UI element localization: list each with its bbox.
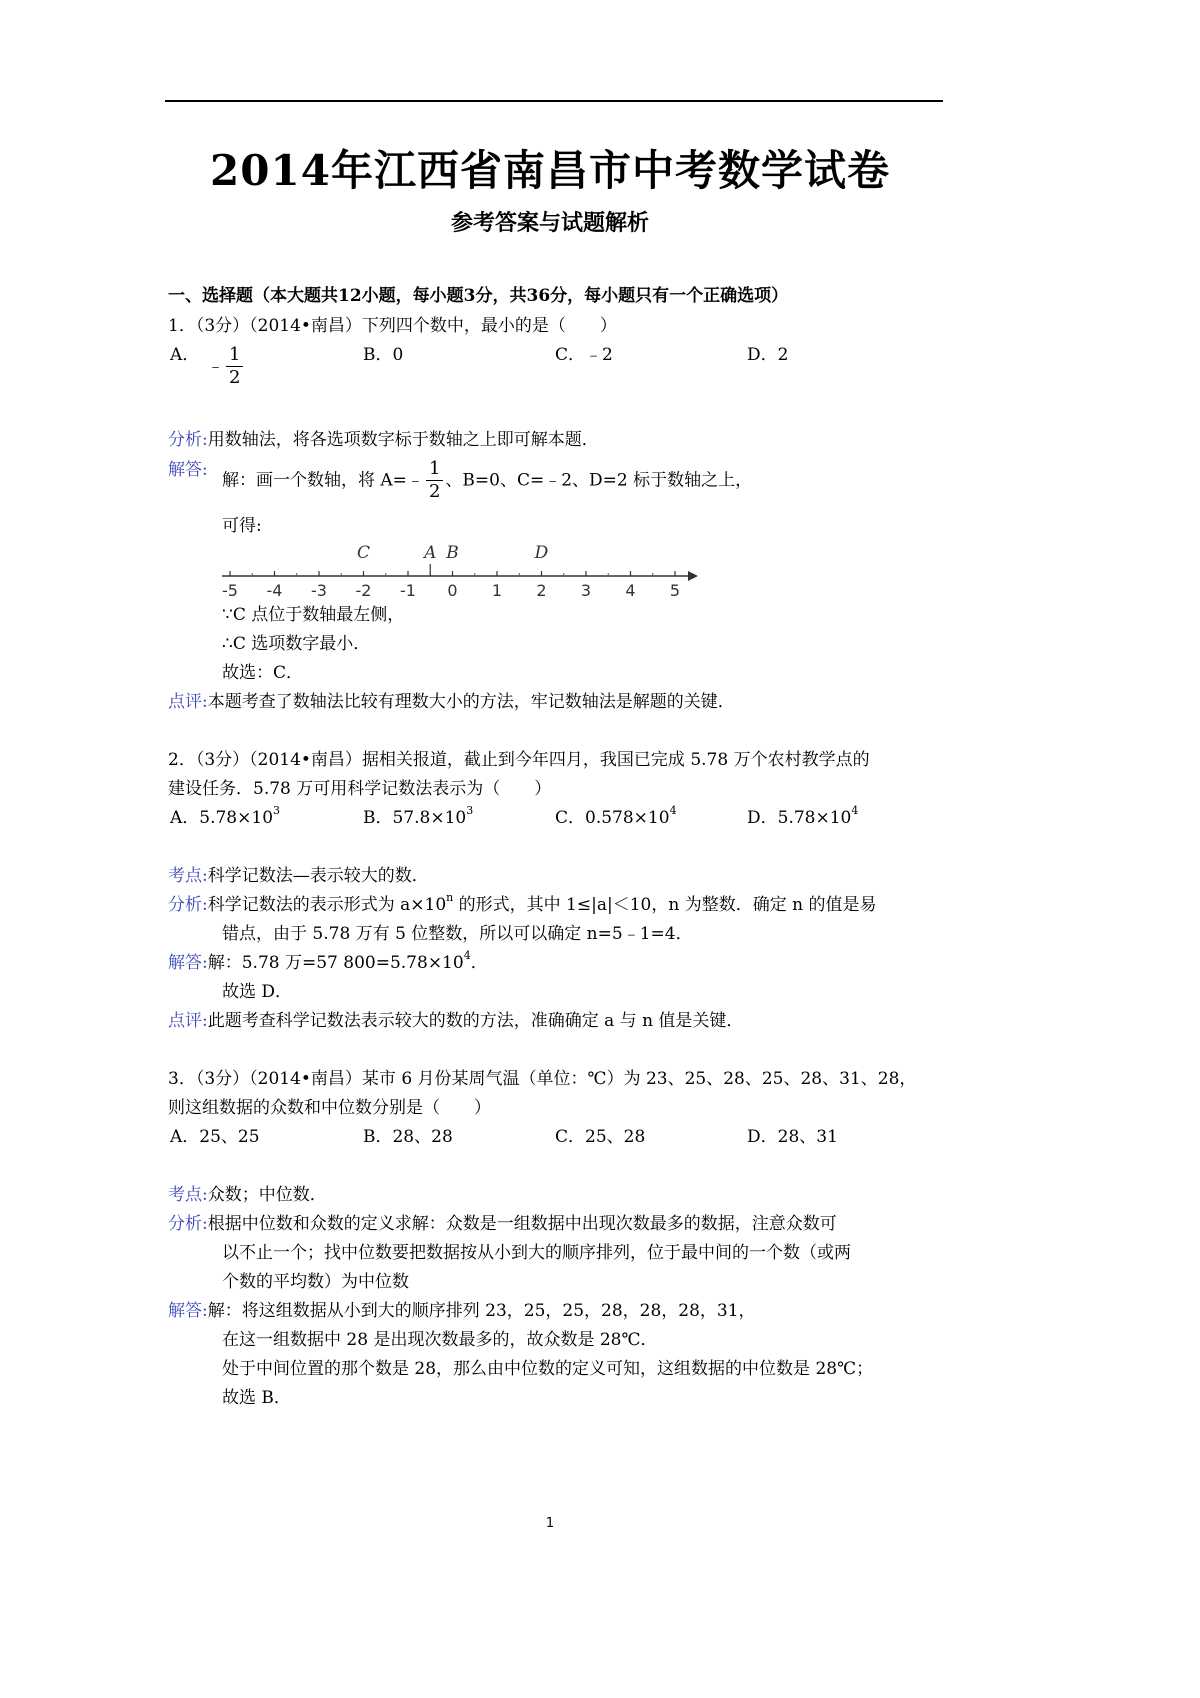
q1-option-a-value — [207, 344, 245, 389]
q2-option-c — [555, 806, 677, 830]
q2-answer: 故选 D． — [222, 982, 293, 1002]
q2-option-c-base: C．0.578×10 — [555, 808, 670, 828]
solution-label: 解答: — [168, 953, 208, 973]
q1-option-a — [170, 343, 199, 367]
q2-solution — [168, 951, 488, 975]
q1-stem: 1．（3分）（2014•南昌）下列四个数中，最小的是（ ） — [168, 316, 617, 336]
q3-kaodian — [168, 1183, 327, 1207]
number-line-tick-label: -3 — [311, 581, 327, 600]
q1-analysis — [168, 428, 599, 452]
number-line-tick-label: 0 — [447, 581, 458, 600]
q1-solution-label — [168, 458, 208, 482]
q2-solution-post: ． — [470, 953, 488, 973]
q1-kede: 可得: — [222, 516, 262, 536]
number-line-tick-label: -5 — [222, 581, 238, 600]
solution-label: 解答: — [168, 1301, 208, 1321]
page-number: 1 — [545, 1516, 555, 1531]
number-line-tick-label: -2 — [355, 581, 372, 600]
q2-option-d-base: D．5.78×10 — [747, 808, 852, 828]
q3-analysis-line-3: 个数的平均数）为中位数 — [222, 1272, 409, 1292]
q3-kaodian-text: 众数；中位数． — [207, 1185, 327, 1205]
number-line-tick-label: 2 — [536, 581, 547, 600]
q1-option-a-prefix: A． — [170, 345, 200, 365]
analysis-label: 分析: — [168, 895, 208, 915]
q3-option-c: C．25、28 — [555, 1127, 646, 1147]
q1-solution-fraction — [426, 458, 443, 503]
number-line-tick-label: -1 — [400, 581, 416, 600]
q3-analysis-text-1: 根据中位数和众数的定义求解：众数是一组数据中出现次数最多的数据，注意众数可 — [207, 1214, 837, 1234]
number-line-arrow-icon — [688, 571, 698, 581]
q2-option-d — [747, 806, 858, 830]
q3-stem-line-2: 则这组数据的众数和中位数分别是（ ） — [168, 1098, 491, 1118]
q1-option-a-fraction — [226, 344, 243, 389]
q2-kaodian-text: 科学记数法—表示较大的数． — [207, 866, 429, 886]
q3-solution-line-3: 处于中间位置的那个数是 28，那么由中位数的定义可知，这组数据的中位数是 28℃； — [222, 1359, 874, 1379]
number-line-tick-label: 4 — [625, 581, 636, 600]
q2-analysis-exponent: n — [446, 891, 454, 905]
q3-solution-line-2: 在这一组数据中 28 是出现次数最多的，故众数是 28℃． — [222, 1330, 658, 1350]
number-line-point-label: C — [356, 543, 371, 563]
page-title: 2014年江西省南昌市中考数学试卷 — [210, 146, 890, 195]
q3-option-d: D．28、31 — [747, 1127, 838, 1147]
section-heading: 一、选择题（本大题共12小题，每小题3分，共36分，每小题只有一个正确选项） — [168, 286, 789, 306]
fraction-numerator: 1 — [426, 458, 443, 481]
q2-stem-line-2: 建设任务．5.78 万可用科学记数法表示为（ ） — [168, 779, 552, 799]
q3-analysis-line-1 — [168, 1212, 837, 1236]
number-line-tick-label: 3 — [580, 581, 592, 600]
q1-option-d: D．2 — [747, 345, 789, 365]
kaodian-label: 考点: — [168, 866, 208, 886]
q1-answer: 故选：C． — [222, 663, 304, 683]
q2-option-b-exponent: 3 — [466, 804, 474, 818]
q1-solution-line — [222, 458, 752, 503]
q2-comment-text: 此题考查科学记数法表示较大的数的方法，准确确定 a 与 n 值是关键． — [207, 1011, 744, 1031]
analysis-label: 分析: — [168, 1214, 208, 1234]
q2-option-a-base: A．5.78×10 — [170, 808, 274, 828]
q2-option-a — [170, 806, 280, 830]
top-rule — [165, 100, 943, 102]
q2-solution-pre: 解：5.78 万=57 800=5.78×10 — [207, 953, 464, 973]
q1-comment — [168, 690, 735, 714]
q3-stem-line-1: 3．（3分）（2014•南昌）某市 6 月份某周气温（单位：℃）为 23、25、28、25、28、31、28， — [168, 1069, 917, 1089]
q3-solution-text-1: 解：将这组数据从小到大的顺序排列 23，25，25，28，28，28，31， — [207, 1301, 756, 1321]
q3-option-a: A．25、25 — [170, 1127, 260, 1147]
q3-analysis-line-2: 以不止一个；找中位数要把数据按从小到大的顺序排列，位于最中间的一个数（或两 — [222, 1243, 851, 1263]
number-line-tick-label: 1 — [491, 581, 503, 600]
page-subtitle: 参考答案与试题解析 — [450, 210, 649, 236]
q1-therefore: ∴C 选项数字最小． — [222, 634, 371, 654]
comment-label: 点评: — [168, 1011, 208, 1031]
q3-solution-line-1 — [168, 1299, 756, 1323]
q1-because: ∵C 点位于数轴最左侧， — [222, 605, 405, 625]
number-line-point-label: B — [446, 543, 459, 563]
q1-solution-pre: 解：画一个数轴，将 A=﹣ — [222, 470, 424, 491]
number-line-tick-label: 5 — [669, 581, 681, 600]
q3-answer: 故选 B． — [222, 1388, 291, 1408]
q2-kaodian — [168, 864, 429, 888]
analysis-label: 分析: — [168, 430, 208, 450]
q1-option-b: B．0 — [363, 345, 404, 365]
comment-label: 点评: — [168, 692, 208, 712]
q2-analysis-line-2: 错点，由于 5.78 万有 5 位整数，所以可以确定 n=5﹣1=4． — [222, 924, 693, 944]
fraction-denominator: 2 — [229, 367, 241, 388]
q2-option-b-base: B．57.8×10 — [363, 808, 467, 828]
q1-option-a-sign: ﹣ — [207, 356, 224, 377]
q2-solution-exponent: 4 — [463, 949, 471, 963]
q1-comment-text: 本题考查了数轴法比较有理数大小的方法，牢记数轴法是解题的关键． — [207, 692, 735, 712]
q2-option-c-exponent: 4 — [669, 804, 677, 818]
q2-comment — [168, 1009, 743, 1033]
number-line-tick-label: -4 — [266, 581, 283, 600]
q2-analysis-post: 的形式，其中 1≤|a|＜10，n 为整数．确定 n 的值是易 — [453, 895, 877, 915]
fraction-denominator: 2 — [428, 481, 441, 502]
fraction-numerator: 1 — [226, 344, 243, 367]
number-line-point-label: D — [534, 543, 549, 563]
q2-analysis-line-1 — [168, 893, 876, 917]
solution-label: 解答: — [168, 460, 208, 480]
q2-option-d-exponent: 4 — [851, 804, 859, 818]
number-line-diagram — [218, 538, 708, 606]
q2-analysis-pre: 科学记数法的表示形式为 a×10 — [207, 895, 447, 915]
q2-stem-line-1: 2．（3分）（2014•南昌）据相关报道，截止到今年四月，我国已完成 5.78 万个农村教学点的 — [168, 750, 870, 770]
q2-option-a-exponent: 3 — [273, 804, 281, 818]
q2-option-b — [363, 806, 473, 830]
kaodian-label: 考点: — [168, 1185, 208, 1205]
q1-option-c: C．﹣2 — [555, 345, 613, 365]
number-line-point-label: A — [424, 543, 437, 563]
q3-option-b: B．28、28 — [363, 1127, 453, 1147]
q1-solution-post: 、B=0、C=﹣2、D=2 标于数轴之上， — [445, 470, 753, 491]
q1-analysis-text: 用数轴法，将各选项数字标于数轴之上即可解本题． — [207, 430, 599, 450]
